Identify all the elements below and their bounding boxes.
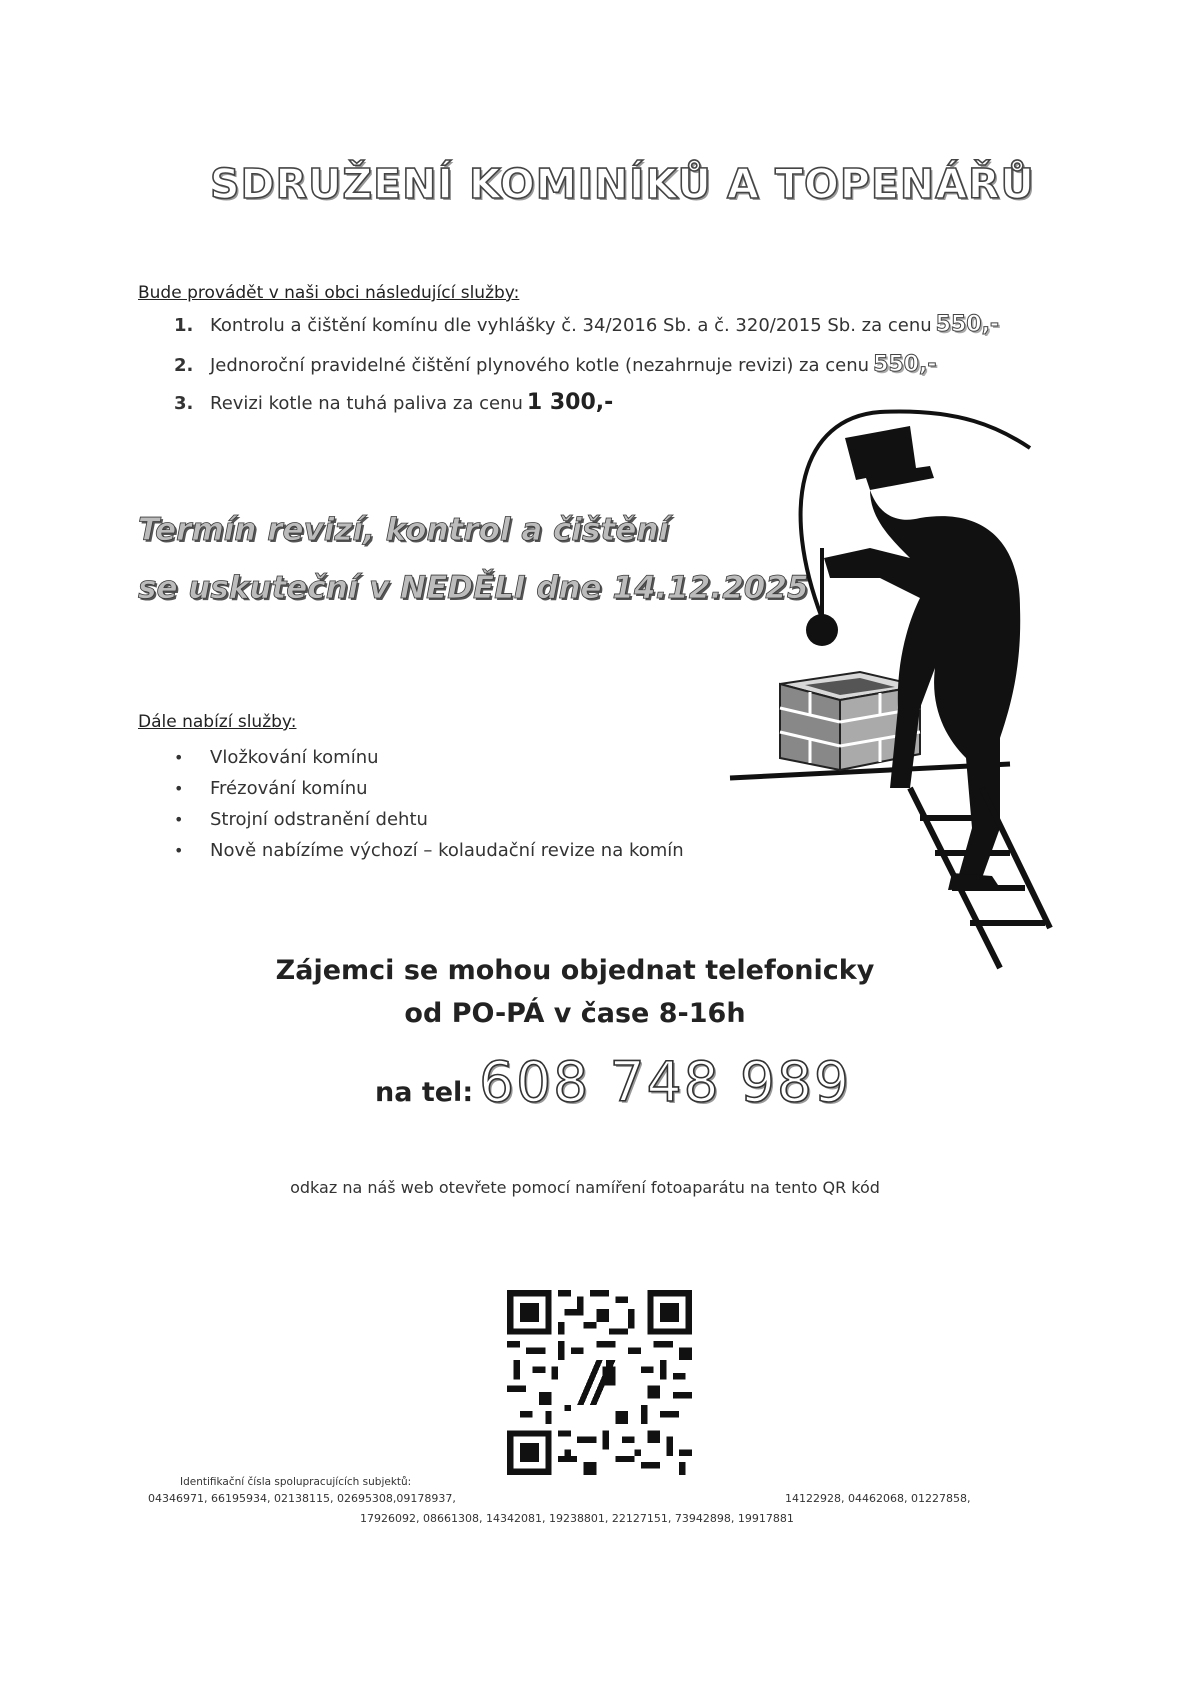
service-number: 2. <box>174 355 194 376</box>
list-item: • Nově nabízíme výchozí – kolaudační revize na komín <box>174 835 684 866</box>
ids-line-2: 17926092, 08661308, 14342081, 19238801, 22127151, 73942898, 19917881 <box>360 1512 794 1525</box>
ids-line-1-right: 14122928, 04462068, 01227858, <box>785 1492 971 1505</box>
service-item-3 <box>174 390 613 415</box>
page-title: SDRUŽENÍ KOMINÍKŮ A TOPENÁŘŮ <box>210 160 1035 208</box>
service-price: 1 300,- <box>526 390 614 415</box>
list-item: • Strojní odstranění dehtu <box>174 804 684 835</box>
term-line-1: Termín revizí, kontrol a čištění <box>138 512 670 548</box>
bullet-icon: • <box>174 810 184 829</box>
more-services-heading: Dále nabízí služby: <box>138 712 297 732</box>
qr-code-icon[interactable] <box>507 1290 692 1475</box>
bullet-icon: • <box>174 841 184 860</box>
service-number: 1. <box>174 315 194 336</box>
service-text: Jednoroční pravidelné čištění plynového kotle (nezahrnuje revizi) za cenu <box>210 355 870 376</box>
bullet-icon: • <box>174 748 184 767</box>
service-number: 3. <box>174 393 194 414</box>
more-services-list <box>174 742 684 866</box>
service-price: 550,- <box>935 312 1000 337</box>
service-item-2 <box>174 352 936 377</box>
ids-line-1-left: 04346971, 66195934, 02138115, 02695308,09178937, <box>148 1492 456 1505</box>
services-heading: Bude provádět v naši obci následující služby: <box>138 283 520 303</box>
phone-label: na tel: <box>375 1077 474 1108</box>
service-price: 550,- <box>873 352 937 377</box>
ids-heading: Identifikační čísla spolupracujících subjektů: <box>180 1476 412 1488</box>
phone-number[interactable]: 608 748 989 <box>479 1050 852 1114</box>
qr-instruction: odkaz na náš web otevřete pomocí namíření fotoaparátu na tento QR kód <box>290 1178 880 1197</box>
order-line-1: Zájemci se mohou objednat telefonicky <box>275 955 875 986</box>
list-item: • Vložkování komínu <box>174 742 684 773</box>
order-line-2: od PO-PÁ v čase 8-16h <box>404 998 746 1029</box>
bullet-icon: • <box>174 779 184 798</box>
list-item: • Frézování komínu <box>174 773 684 804</box>
service-text: Kontrolu a čištění komínu dle vyhlášky č. 34/2016 Sb. a č. 320/2015 Sb. za cenu <box>210 315 932 336</box>
term-line-2: se uskuteční v NEDĚLI dne 14.12.2025 <box>138 570 809 606</box>
service-text: Revizi kotle na tuhá paliva za cenu <box>210 393 523 414</box>
service-item-1 <box>174 312 999 337</box>
chimney-sweep-illustration-icon <box>720 408 1140 1008</box>
phone-line <box>375 1050 851 1114</box>
